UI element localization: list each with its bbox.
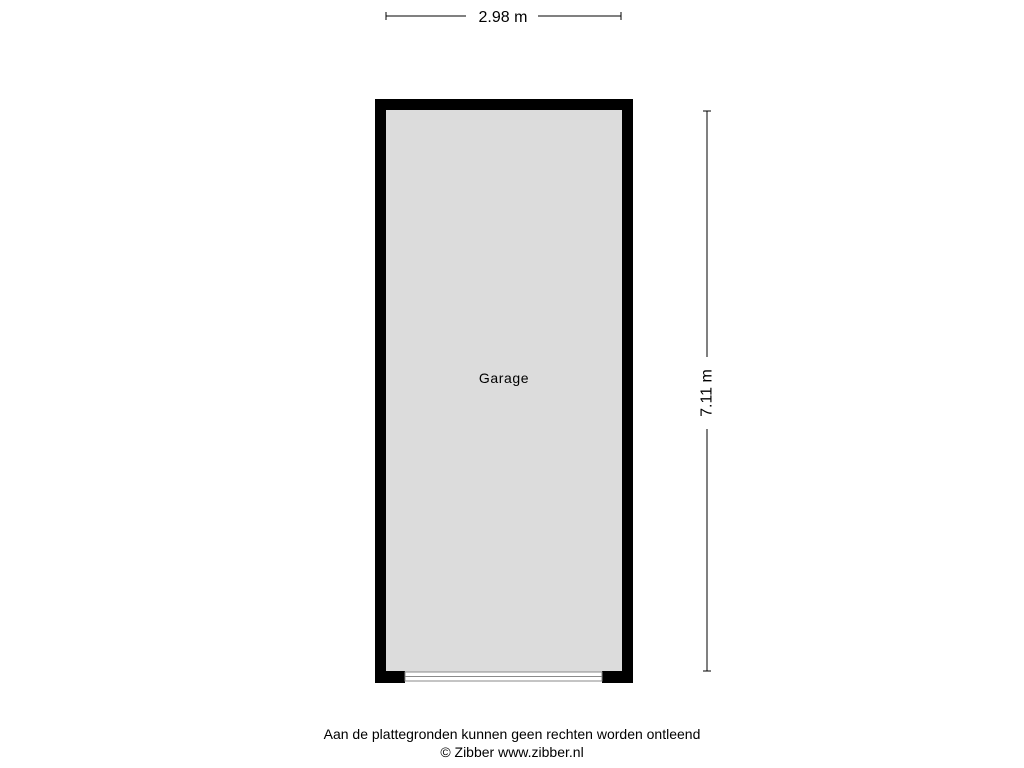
height-dimension-label: 7.11 m — [698, 369, 716, 417]
wall-left — [375, 99, 386, 683]
garage-door — [405, 672, 602, 681]
wall-bottom-left — [375, 671, 405, 683]
footer-disclaimer: Aan de plattegronden kunnen geen rechten worden ontleend — [323, 726, 701, 742]
footer-credit: © Zibber www.zibber.nl — [440, 744, 584, 760]
width-dimension — [386, 9, 621, 26]
width-dimension-label: 2.98 m — [478, 9, 528, 26]
wall-top — [375, 99, 633, 110]
garage-floor — [386, 110, 622, 672]
wall-right — [622, 99, 633, 683]
room-label-garage: Garage — [478, 370, 530, 386]
wall-bottom-right — [602, 671, 633, 683]
height-dimension — [699, 111, 716, 671]
